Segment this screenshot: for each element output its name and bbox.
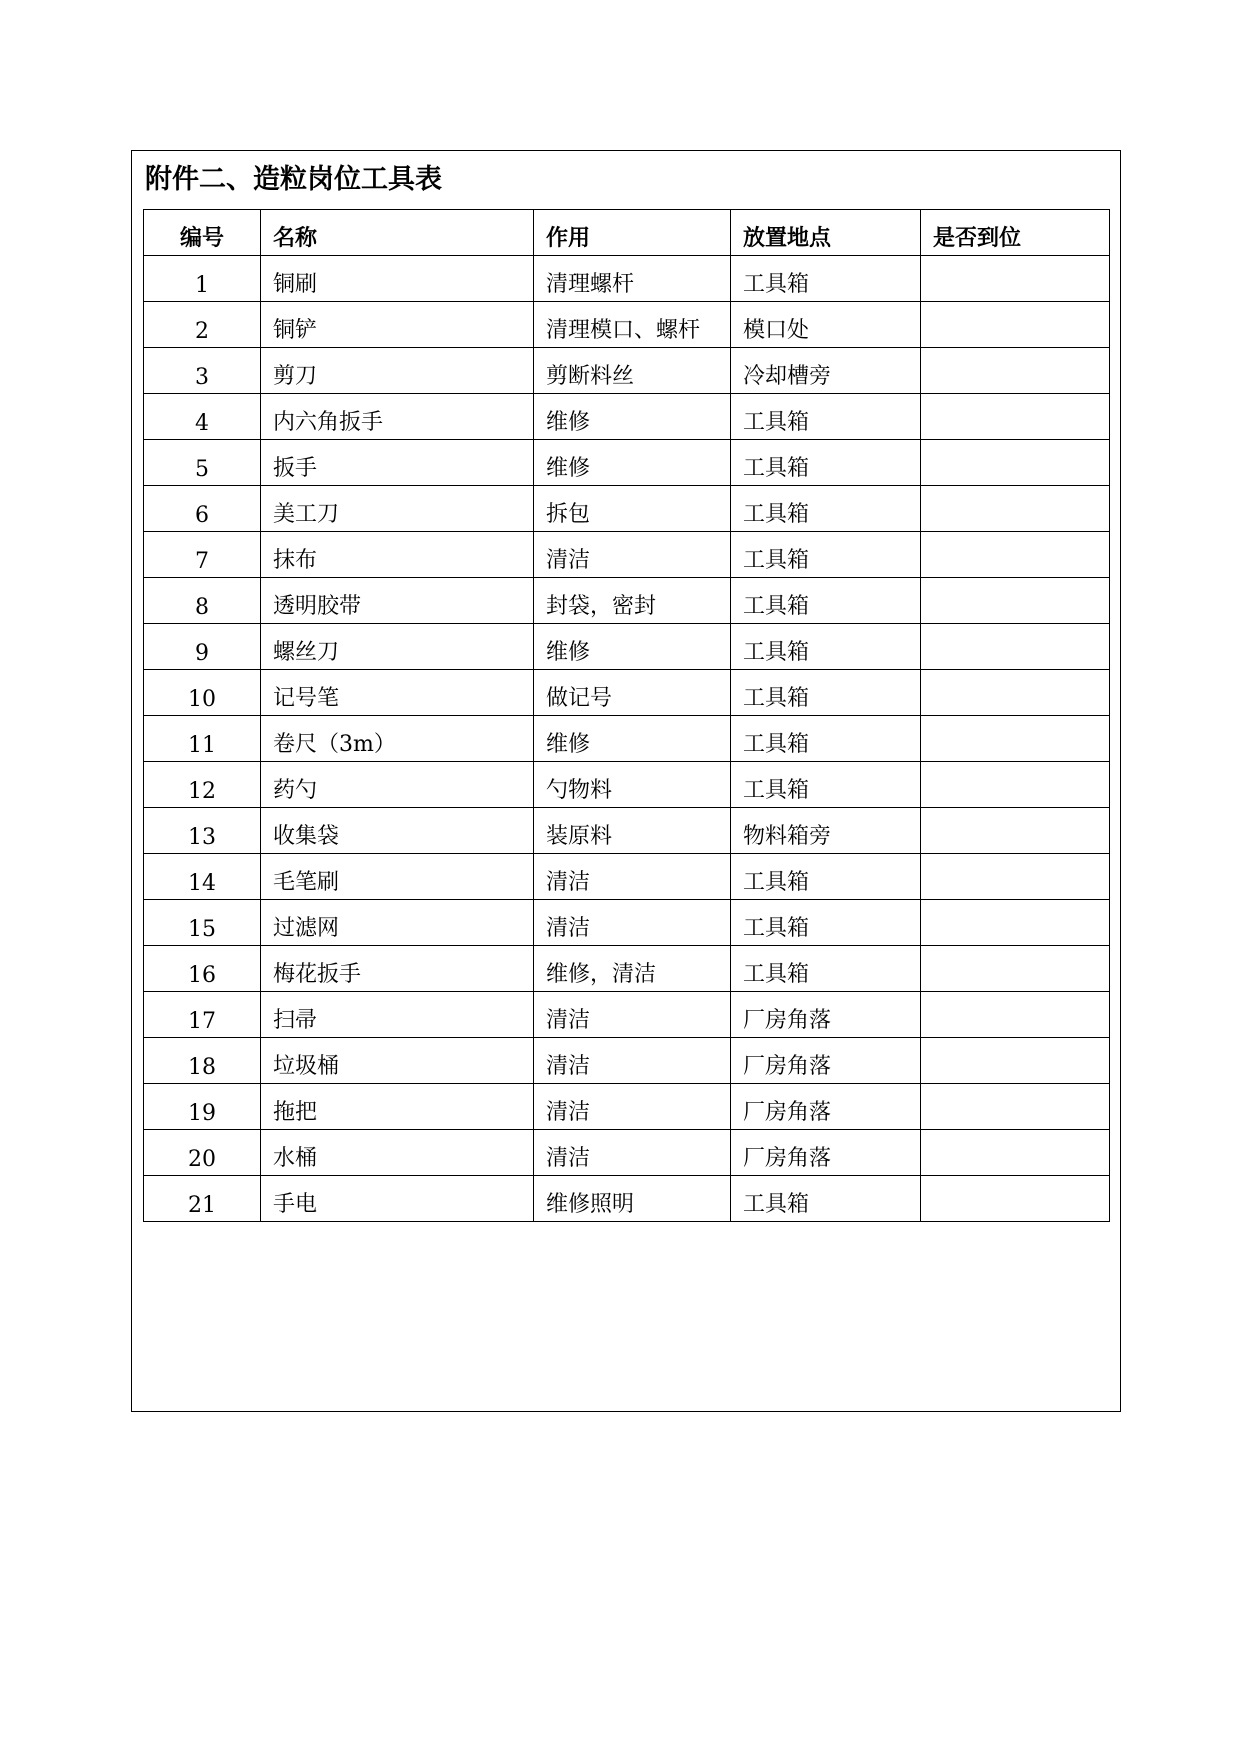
cell-purpose: 勺物料 [534,762,731,808]
cell-in-place [921,1130,1110,1176]
cell-in-place [921,486,1110,532]
cell-location: 工具箱 [731,762,921,808]
cell-in-place [921,1176,1110,1222]
table-row [144,808,1110,854]
table-row [144,946,1110,992]
table-row [144,348,1110,394]
cell-name: 收集袋 [261,808,534,854]
table-row [144,486,1110,532]
cell-number: 1 [144,256,261,302]
cell-in-place [921,900,1110,946]
cell-purpose: 维修 [534,624,731,670]
cell-purpose: 维修照明 [534,1176,731,1222]
cell-number: 15 [144,900,261,946]
cell-location: 厂房角落 [731,1084,921,1130]
cell-purpose: 维修 [534,440,731,486]
table-row [144,670,1110,716]
cell-in-place [921,808,1110,854]
cell-location: 工具箱 [731,670,921,716]
table-row [144,256,1110,302]
table-row [144,1084,1110,1130]
cell-number: 8 [144,578,261,624]
cell-number: 16 [144,946,261,992]
cell-purpose: 剪断料丝 [534,348,731,394]
cell-in-place [921,624,1110,670]
cell-name: 剪刀 [261,348,534,394]
cell-purpose: 拆包 [534,486,731,532]
cell-name: 梅花扳手 [261,946,534,992]
header-cell-purpose: 作用 [534,210,731,256]
cell-in-place [921,394,1110,440]
cell-in-place [921,348,1110,394]
table-header-row [144,210,1110,256]
header-cell-location: 放置地点 [731,210,921,256]
table-row [144,1038,1110,1084]
cell-name: 美工刀 [261,486,534,532]
table-row [144,440,1110,486]
cell-number: 14 [144,854,261,900]
cell-number: 9 [144,624,261,670]
cell-number: 7 [144,532,261,578]
cell-purpose: 清洁 [534,1130,731,1176]
cell-in-place [921,762,1110,808]
cell-purpose: 清理螺杆 [534,256,731,302]
cell-name: 扫帚 [261,992,534,1038]
cell-name: 手电 [261,1176,534,1222]
cell-in-place [921,256,1110,302]
cell-location: 工具箱 [731,900,921,946]
cell-location: 工具箱 [731,854,921,900]
cell-location: 工具箱 [731,1176,921,1222]
cell-name: 过滤网 [261,900,534,946]
header-cell-in-place: 是否到位 [921,210,1110,256]
cell-number: 21 [144,1176,261,1222]
table-row [144,992,1110,1038]
cell-name: 螺丝刀 [261,624,534,670]
cell-name: 记号笔 [261,670,534,716]
cell-number: 3 [144,348,261,394]
cell-purpose: 清洁 [534,1084,731,1130]
cell-location: 厂房角落 [731,1130,921,1176]
tool-table [143,209,1110,1222]
cell-in-place [921,854,1110,900]
cell-purpose: 清洁 [534,532,731,578]
cell-location: 冷却槽旁 [731,348,921,394]
cell-in-place [921,670,1110,716]
cell-number: 11 [144,716,261,762]
cell-purpose: 维修 [534,716,731,762]
cell-purpose: 做记号 [534,670,731,716]
cell-purpose: 清理模口、螺杆 [534,302,731,348]
cell-name: 药勺 [261,762,534,808]
cell-purpose: 封袋，密封 [534,578,731,624]
table-row [144,900,1110,946]
cell-in-place [921,578,1110,624]
page-title: 附件二、造粒岗位工具表 [145,164,442,195]
table-row [144,394,1110,440]
cell-purpose: 清洁 [534,854,731,900]
table-row [144,1176,1110,1222]
cell-location: 工具箱 [731,440,921,486]
table-row [144,578,1110,624]
cell-number: 13 [144,808,261,854]
cell-name: 抹布 [261,532,534,578]
table-row [144,1130,1110,1176]
cell-in-place [921,1084,1110,1130]
cell-name: 水桶 [261,1130,534,1176]
cell-number: 5 [144,440,261,486]
header-cell-name: 名称 [261,210,534,256]
table-row [144,716,1110,762]
cell-in-place [921,946,1110,992]
cell-location: 工具箱 [731,486,921,532]
cell-number: 19 [144,1084,261,1130]
cell-in-place [921,992,1110,1038]
cell-number: 4 [144,394,261,440]
cell-in-place [921,440,1110,486]
cell-number: 20 [144,1130,261,1176]
cell-name: 铜铲 [261,302,534,348]
cell-name: 垃圾桶 [261,1038,534,1084]
cell-in-place [921,716,1110,762]
cell-name: 透明胶带 [261,578,534,624]
cell-purpose: 维修，清洁 [534,946,731,992]
cell-location: 工具箱 [731,624,921,670]
cell-location: 工具箱 [731,256,921,302]
cell-purpose: 清洁 [534,900,731,946]
cell-location: 工具箱 [731,716,921,762]
table-row [144,532,1110,578]
cell-number: 18 [144,1038,261,1084]
cell-location: 物料箱旁 [731,808,921,854]
cell-purpose: 清洁 [534,1038,731,1084]
cell-location: 工具箱 [731,946,921,992]
cell-location: 工具箱 [731,578,921,624]
cell-in-place [921,1038,1110,1084]
cell-purpose: 装原料 [534,808,731,854]
cell-purpose: 清洁 [534,992,731,1038]
cell-name: 扳手 [261,440,534,486]
cell-name: 卷尺（3m） [261,716,534,762]
cell-location: 工具箱 [731,532,921,578]
cell-number: 6 [144,486,261,532]
cell-in-place [921,532,1110,578]
header-cell-number: 编号 [144,210,261,256]
cell-number: 2 [144,302,261,348]
cell-location: 模口处 [731,302,921,348]
cell-name: 拖把 [261,1084,534,1130]
cell-name: 毛笔刷 [261,854,534,900]
cell-name: 内六角扳手 [261,394,534,440]
cell-number: 10 [144,670,261,716]
cell-location: 厂房角落 [731,992,921,1038]
table-row [144,624,1110,670]
cell-number: 12 [144,762,261,808]
cell-location: 工具箱 [731,394,921,440]
cell-name: 铜刷 [261,256,534,302]
table-row [144,762,1110,808]
cell-number: 17 [144,992,261,1038]
cell-purpose: 维修 [534,394,731,440]
table-row [144,854,1110,900]
cell-location: 厂房角落 [731,1038,921,1084]
cell-in-place [921,302,1110,348]
table-row [144,302,1110,348]
table-body [144,256,1110,1222]
